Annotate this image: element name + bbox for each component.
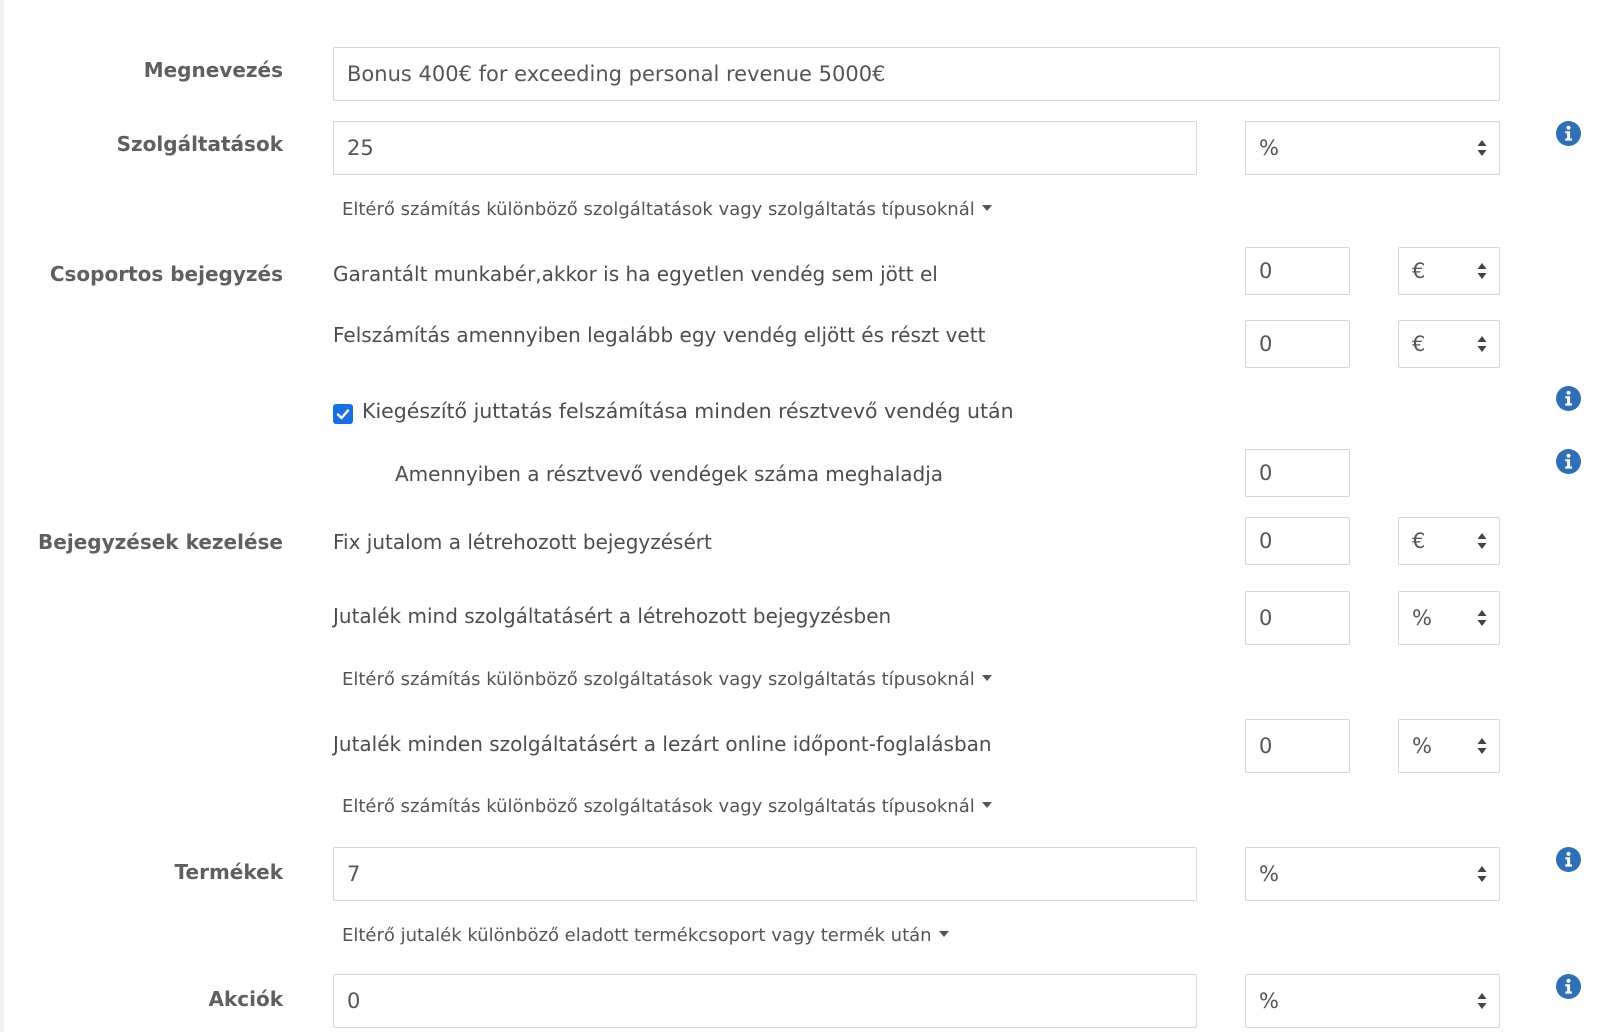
commission-unit-value: % xyxy=(1412,606,1432,630)
termekek-unit-value: % xyxy=(1259,862,1279,886)
select-arrows-icon xyxy=(1477,609,1487,627)
exceed-input[interactable] xyxy=(1245,449,1350,497)
termekek-unit-select[interactable] xyxy=(1245,847,1500,901)
commission-input[interactable] xyxy=(1245,591,1350,645)
guaranteed-unit-value: € xyxy=(1412,259,1426,283)
caret-down-icon xyxy=(982,802,992,808)
megnevezes-input[interactable] xyxy=(333,47,1500,101)
select-arrows-icon xyxy=(1477,139,1487,157)
bejegyzesek-label: Bejegyzések kezelése xyxy=(38,530,283,554)
info-icon[interactable] xyxy=(1556,974,1581,999)
caret-down-icon xyxy=(939,931,949,937)
fix-reward-text: Fix jutalom a létrehozott bejegyzésért xyxy=(333,530,712,554)
commission-unit-select[interactable] xyxy=(1398,591,1500,645)
extra-benefit-checkbox[interactable] xyxy=(333,404,353,424)
guaranteed-wage-input[interactable] xyxy=(1245,247,1350,295)
termekek-label: Termékek xyxy=(174,860,283,884)
szolgaltatasok-unit-select[interactable] xyxy=(1245,121,1500,175)
left-border xyxy=(0,0,4,1032)
megnevezes-label: Megnevezés xyxy=(143,58,283,82)
charge-unit-select[interactable] xyxy=(1398,320,1500,368)
akciok-label: Akciók xyxy=(208,987,283,1011)
szolgaltatasok-diff-toggle[interactable] xyxy=(342,199,992,220)
info-icon[interactable] xyxy=(1556,847,1581,872)
guaranteed-wage-text: Garantált munkabér,akkor is ha egyetlen vendég sem jött el xyxy=(333,262,938,286)
csoportos-label: Csoportos bejegyzés xyxy=(49,262,283,286)
fix-reward-unit-select[interactable] xyxy=(1398,517,1500,565)
fix-reward-unit-value: € xyxy=(1412,529,1426,553)
commission-diff-toggle[interactable] xyxy=(342,669,992,690)
akciok-unit-value: % xyxy=(1259,989,1279,1013)
online-unit-value: % xyxy=(1412,734,1432,758)
online-commission-text: Jutalék minden szolgáltatásért a lezárt online időpont-foglalásban xyxy=(333,732,992,756)
online-diff-toggle[interactable] xyxy=(342,796,992,817)
select-arrows-icon xyxy=(1477,532,1487,550)
toggle-label: Eltérő számítás különböző szolgáltatások vagy szolgáltatás típusoknál xyxy=(342,796,975,817)
exceed-text: Amennyiben a résztvevő vendégek száma meghaladja xyxy=(395,462,944,486)
szolgaltatasok-unit-value: % xyxy=(1259,136,1279,160)
select-arrows-icon xyxy=(1477,262,1487,280)
termekek-input[interactable] xyxy=(333,847,1197,901)
online-commission-input[interactable] xyxy=(1245,719,1350,773)
info-icon[interactable] xyxy=(1556,449,1581,474)
akciok-input[interactable] xyxy=(333,974,1197,1028)
commission-text: Jutalék mind szolgáltatásért a létrehozott bejegyzésben xyxy=(333,604,892,628)
info-icon[interactable] xyxy=(1556,386,1581,411)
charge-unit-value: € xyxy=(1412,332,1426,356)
charge-input[interactable] xyxy=(1245,320,1350,368)
extra-benefit-label: Kiegészítő juttatás felszámítása minden résztvevő vendég után xyxy=(362,399,1014,423)
select-arrows-icon xyxy=(1477,335,1487,353)
charge-text: Felszámítás amennyiben legalább egy vendég eljött és részt vett xyxy=(333,323,986,347)
select-arrows-icon xyxy=(1477,737,1487,755)
caret-down-icon xyxy=(982,675,992,681)
checkmark-icon xyxy=(336,407,350,421)
termekek-diff-toggle[interactable] xyxy=(342,925,949,946)
toggle-label: Eltérő jutalék különböző eladott termékcsoport vagy termék után xyxy=(342,925,932,946)
toggle-label: Eltérő számítás különböző szolgáltatások vagy szolgáltatás típusoknál xyxy=(342,199,975,220)
akciok-unit-select[interactable] xyxy=(1245,974,1500,1028)
select-arrows-icon xyxy=(1477,865,1487,883)
online-commission-unit-select[interactable] xyxy=(1398,719,1500,773)
toggle-label: Eltérő számítás különböző szolgáltatások vagy szolgáltatás típusoknál xyxy=(342,669,975,690)
szolgaltatasok-input[interactable] xyxy=(333,121,1197,175)
guaranteed-wage-unit-select[interactable] xyxy=(1398,247,1500,295)
fix-reward-input[interactable] xyxy=(1245,517,1350,565)
caret-down-icon xyxy=(982,205,992,211)
info-icon[interactable] xyxy=(1556,121,1581,146)
select-arrows-icon xyxy=(1477,992,1487,1010)
szolgaltatasok-label: Szolgáltatások xyxy=(116,132,283,156)
